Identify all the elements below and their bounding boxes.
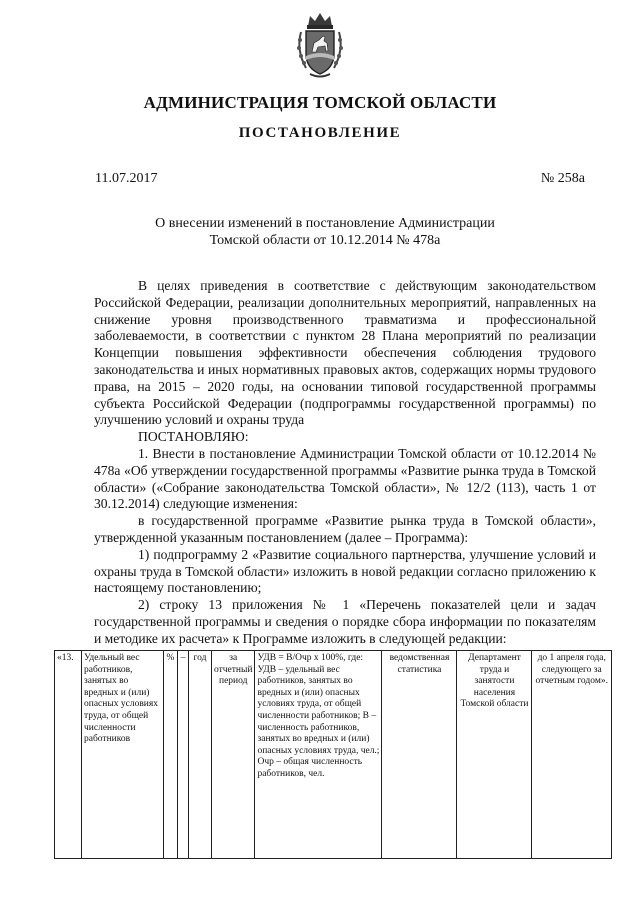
indicator-table <box>54 650 612 859</box>
document-body <box>94 278 596 648</box>
body-paragraph-resolve: ПОСТАНОВЛЯЮ: <box>138 429 249 445</box>
cell-formula: УДВ = В/Очр х 100%, где: УДВ – удельный вес работников, занятых во вредных и (или) опасных условиях труда, от общей численности работников; В – численность работников, занятых во вредных и (или) опасных условиях труда, чел.; Очр – общая численность работников, чел. <box>255 651 382 859</box>
organization-title: АДМИНИСТРАЦИЯ ТОМСКОЙ ОБЛАСТИ <box>143 93 497 112</box>
cell-period: за отчетный период <box>212 651 255 859</box>
cell-indicator-name: Удельный вес работников, занятых во вредных и (или) опасных условиях труда, от общей численности работников <box>82 651 164 859</box>
body-paragraph-item-1: 1. Внести в постановление Администрации Томской области от 10.12.2014 № 478а «Об утверждении государственной программы «Развитие рынка труда в Томской области» («Собрание законодательства Томской области», № 12/2 (113), часть 1 от 30.12.2014) следующие изменения: <box>94 445 596 512</box>
body-paragraph-program: в государственной программе «Развитие рынка труда в Томской области», утвержденной указанным постановлением (далее – Программа): <box>94 513 596 545</box>
body-paragraph-subitem-1: 1) подпрограмму 2 «Развитие социального партнерства, улучшение условий и охраны труда в Томской области» изложить в новой редакции согласно приложению к настоящему постановлению; <box>94 546 596 596</box>
body-paragraph-preamble: В целях приведения в соответствие с действующим законодательством Российской Федерации, реализации дополнительных мероприятий, направленных на снижение уровня производственного травматизма и профессиональной заболеваемости, в соответствии с пунктом 28 Плана мероприятий по реализации Концепции повышения эффективности обеспечения соблюдения трудового законодательства и иных нормативных правовых актов, содержащих нормы трудового права, на 2015 – 2020 годы, на основании типовой государственной программы субъекта Российской Федерации (подпрограммы государственной программы) по улучшению условий и охраны труда <box>94 278 596 428</box>
cell-periodicity: год <box>189 651 212 859</box>
body-paragraph-subitem-2: 2) строку 13 приложения № 1 «Перечень показателей цели и задач государственной программы и сведения о порядке сбора информации по показателям и методике их расчета» к Программе изложить в следующей редакции: <box>94 597 596 646</box>
document-date: 11.07.2017 <box>95 171 158 186</box>
cell-collection-method: ведомственная статистика <box>382 651 457 859</box>
томская-область-coat-of-arms-icon <box>292 10 348 80</box>
cell-responsible: Департамент труда и занятости населения Томской области <box>457 651 532 859</box>
subject-line-1: О внесении изменений в постановление Администрации <box>155 216 495 231</box>
cell-direction: – <box>178 651 189 859</box>
document-number: № 258а <box>540 171 585 186</box>
subject-line-2: Томской области от 10.12.2014 № 478а <box>209 233 441 248</box>
document-subject <box>140 215 510 249</box>
cell-row-number: «13. <box>55 651 82 859</box>
cell-unit: % <box>164 651 178 859</box>
table-row <box>55 651 612 859</box>
cell-deadline: до 1 апреля года, следующего за отчетным годом». <box>532 651 612 859</box>
document-type: ПОСТАНОВЛЕНИЕ <box>238 125 402 141</box>
